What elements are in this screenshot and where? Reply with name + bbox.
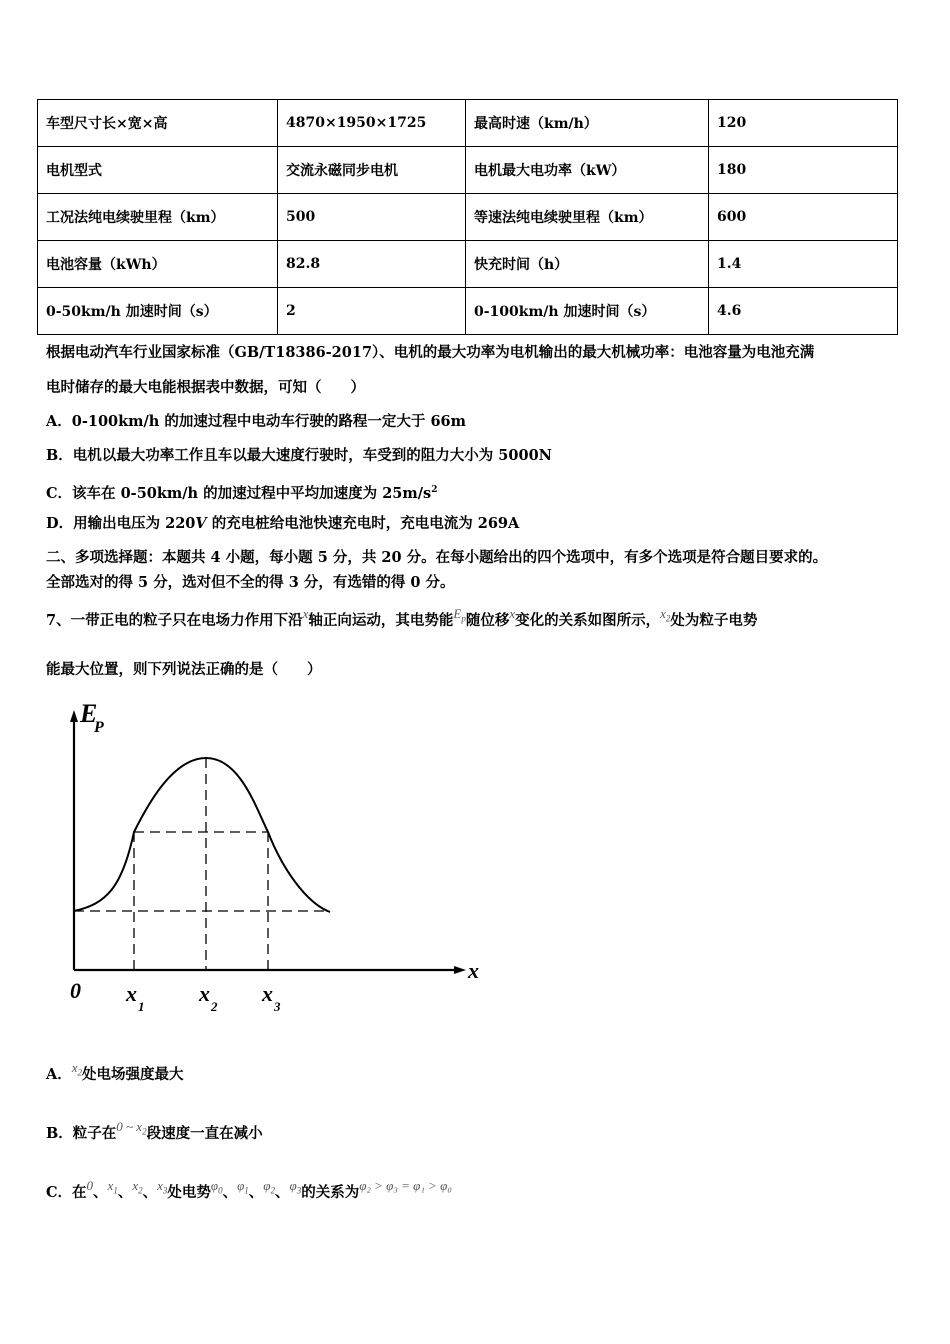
table-row xyxy=(38,100,898,147)
q7-option-c-end: 的关系为 xyxy=(301,1184,360,1201)
q7-symbol-e: E xyxy=(453,606,462,621)
point-x3-sub: 3 xyxy=(162,1185,168,1196)
q7-option-b-range xyxy=(116,1119,147,1137)
separator: 、 xyxy=(222,1184,238,1201)
ep-curve xyxy=(74,758,330,912)
q7-stem-line1 xyxy=(46,606,758,636)
table-cell: 120 xyxy=(709,100,898,147)
q7-option-a-symbol xyxy=(71,1060,83,1078)
y-axis-arrow xyxy=(70,710,78,722)
table-cell: 快充时间（h） xyxy=(466,241,709,288)
q7-option-c xyxy=(46,1178,452,1208)
separator: 、 xyxy=(142,1184,158,1201)
table-cell: 600 xyxy=(709,194,898,241)
q7-symbol-x2 xyxy=(660,606,671,624)
q7-stem-part5: 处为粒子电势 xyxy=(670,612,758,629)
phi-1-sub: 1 xyxy=(244,1185,249,1196)
table-cell: 4870×1950×1725 xyxy=(278,100,466,147)
phi-1-base: φ xyxy=(237,1178,245,1193)
q6-option-d-unit: V xyxy=(195,515,207,532)
point-x1 xyxy=(107,1178,118,1196)
q7-option-a-x: x xyxy=(71,1060,78,1075)
q7-option-b-label: B．粒子在 xyxy=(46,1125,117,1142)
table-row xyxy=(38,194,898,241)
q6-option-c xyxy=(46,480,437,504)
table-cell: 4.6 xyxy=(709,288,898,335)
tick-label-x2-sub: 2 xyxy=(211,999,218,1014)
q7-option-b-range-text: 0 ~ x xyxy=(116,1119,143,1134)
q6-option-d-pre: D．用输出电压为 220 xyxy=(46,515,196,532)
q7-option-c-label: C．在 xyxy=(46,1184,87,1201)
point-0: 0 xyxy=(86,1178,94,1193)
potential-relation: φ₂ > φ₃ = φ₁ > φ₀ xyxy=(359,1178,452,1193)
q7-symbol-x-2: x xyxy=(509,606,516,621)
phi-0 xyxy=(210,1178,223,1196)
q7-option-a-text: 处电场强度最大 xyxy=(82,1066,184,1083)
q6-option-c-exponent: 2 xyxy=(431,485,438,495)
q7-symbol-p: p xyxy=(461,613,466,624)
phi-3-base: φ xyxy=(289,1178,297,1193)
q7-option-b xyxy=(46,1119,263,1149)
q7-stem-part2: 轴正向运动，其电势能 xyxy=(308,612,454,629)
table-cell: 0-100km/h 加速时间（s） xyxy=(466,288,709,335)
table-cell: 车型尺寸长×宽×高 xyxy=(38,100,278,147)
separator: 、 xyxy=(93,1184,108,1201)
point-x1-base: x xyxy=(107,1178,114,1193)
q7-stem-line2: 能最大位置，则下列说法正确的是（ ） xyxy=(46,661,322,678)
tick-label-x1: x xyxy=(126,981,137,1006)
origin-label: 0 xyxy=(70,978,81,1003)
phi-0-sub: 0 xyxy=(218,1185,223,1196)
table-cell: 工况法纯电续驶里程（km） xyxy=(38,194,278,241)
q7-option-c-mid: 处电势 xyxy=(167,1184,211,1201)
table-cell: 等速法纯电续驶里程（km） xyxy=(466,194,709,241)
point-x3 xyxy=(157,1178,168,1196)
q7-symbol-x2-sub: 2 xyxy=(665,613,671,624)
table-cell: 电机最大电功率（kW） xyxy=(466,147,709,194)
separator: 、 xyxy=(117,1184,133,1201)
tick-label-x1-sub: 1 xyxy=(138,999,145,1014)
section2-instructions-line1: 二、多项选择题：本题共 4 小题，每小题 5 分，共 20 分。在每小题给出的四个选项中，有多个选项是符合题目要求的。 xyxy=(46,549,828,566)
y-axis-label-sub: P xyxy=(94,719,104,736)
x-axis-arrow xyxy=(454,966,466,974)
q7-symbol-x: x xyxy=(302,606,309,621)
table-cell: 0-50km/h 加速时间（s） xyxy=(38,288,278,335)
q7-option-a-x-sub: 2 xyxy=(77,1067,83,1078)
y-axis-label: E xyxy=(80,699,98,728)
q7-stem-part4: 变化的关系如图所示， xyxy=(515,612,661,629)
phi-3 xyxy=(289,1178,302,1196)
separator: 、 xyxy=(275,1184,290,1201)
tick-label-x3-sub: 3 xyxy=(274,999,281,1014)
table-cell: 电池容量（kWh） xyxy=(38,241,278,288)
q7-option-a xyxy=(46,1060,184,1090)
q6-option-b: B．电机以最大功率工作且车以最大速度行驶时，车受到的阻力大小为 5000N xyxy=(46,447,552,464)
q6-option-c-text: C．该车在 0-50km/h 的加速过程中平均加速度为 25m/s xyxy=(46,485,432,502)
ep-x-graph xyxy=(60,698,500,1028)
point-x3-base: x xyxy=(157,1178,163,1193)
table-cell: 1.4 xyxy=(709,241,898,288)
q7-symbol-x2-base: x xyxy=(660,606,666,621)
separator: 、 xyxy=(248,1184,264,1201)
q6-option-a: A．0-100km/h 的加速过程中电动车行驶的路程一定大于 66m xyxy=(46,413,466,430)
table-cell: 2 xyxy=(278,288,466,335)
table-cell: 交流永磁同步电机 xyxy=(278,147,466,194)
q7-option-b-text: 段速度一直在减小 xyxy=(146,1125,263,1142)
table-cell: 82.8 xyxy=(278,241,466,288)
table-cell: 180 xyxy=(709,147,898,194)
q6-option-d xyxy=(46,514,519,534)
phi-2 xyxy=(263,1178,275,1196)
table-cell: 最高时速（km/h） xyxy=(466,100,709,147)
table-cell: 电机型式 xyxy=(38,147,278,194)
table-cell: 500 xyxy=(278,194,466,241)
q7-stem-part1: 7、一带正电的粒子只在电场力作用下沿 xyxy=(46,612,303,629)
q6-stem-line2: 电时储存的最大电能根据表中数据，可知（ ） xyxy=(46,379,365,396)
tick-label-x2: x xyxy=(199,981,210,1006)
point-x2 xyxy=(132,1178,143,1196)
spec-table xyxy=(37,99,898,335)
point-x2-sub: 2 xyxy=(138,1185,143,1196)
phi-3-sub: 3 xyxy=(296,1185,302,1196)
q7-symbol-ep xyxy=(453,606,466,624)
q7-stem-part3: 随位移 xyxy=(465,612,510,629)
table-row xyxy=(38,288,898,335)
point-x1-sub: 1 xyxy=(113,1185,118,1196)
phi-2-sub: 2 xyxy=(270,1185,275,1196)
q6-option-d-post: 的充电桩给电池快速充电时，充电电流为 269A xyxy=(206,515,520,532)
q6-stem-line1: 根据电动汽车行业国家标准（GB/T18386-2017）、电机的最大功率为电机输出的最大机械功率：电池容量为电池充满 xyxy=(46,344,815,361)
q7-option-a-label: A． xyxy=(46,1066,72,1083)
q7-option-b-range-sub: 2 xyxy=(142,1126,147,1137)
phi-1 xyxy=(237,1178,249,1196)
x-axis-label: x xyxy=(468,958,479,983)
table-row xyxy=(38,147,898,194)
section2-instructions-line2: 全部选对的得 5 分，选对但不全的得 3 分，有选错的得 0 分。 xyxy=(46,574,455,591)
phi-2-base: φ xyxy=(263,1178,271,1193)
tick-label-x3: x xyxy=(262,981,273,1006)
point-x2-base: x xyxy=(132,1178,139,1193)
table-row xyxy=(38,241,898,288)
phi-0-base: φ xyxy=(210,1178,219,1193)
